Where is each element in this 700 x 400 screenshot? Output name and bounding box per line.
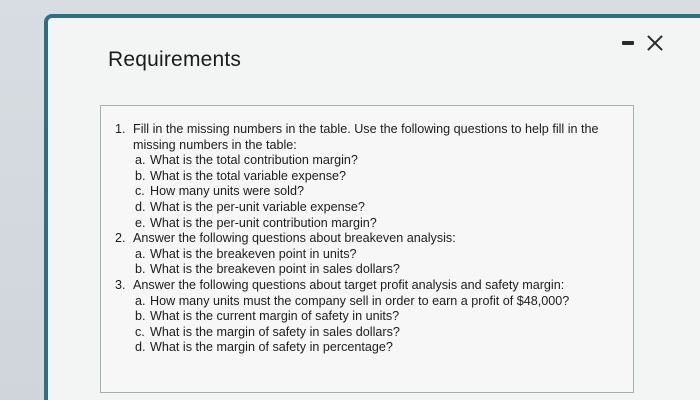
sub-text: What is the total variable expense? [150,168,347,183]
sub-question [135,340,623,356]
sub-question [135,309,623,325]
sub-letter: d. [135,340,146,355]
requirement-1-subs [111,153,623,231]
window-controls [622,34,664,52]
sub-letter: e. [135,215,146,230]
sub-letter: a. [135,246,146,261]
sub-text: What is the breakeven point in sales dollars? [150,262,400,277]
sub-text: How many units were sold? [150,184,304,199]
sub-question [135,153,623,169]
close-icon[interactable] [646,34,664,52]
sub-letter: a. [135,153,146,168]
sub-text: What is the per-unit contribution margin? [150,215,377,230]
sub-letter: b. [135,262,146,277]
sub-question [135,184,623,200]
sub-text: What is the per-unit variable expense? [150,199,365,214]
requirement-3-subs [111,294,623,356]
dialog-title: Requirements [108,48,242,71]
requirement-text: Answer the following questions about target profit analysis and safety margin: [133,277,565,292]
sub-question [135,200,623,216]
requirement-3 [111,278,623,294]
sub-letter: c. [135,184,145,199]
sub-text: What is the breakeven point in units? [150,246,357,261]
requirements-dialog [44,14,700,400]
sub-letter: c. [135,324,145,339]
sub-question [135,169,623,185]
sub-question [135,294,623,310]
sub-text: How many units must the company sell in order to earn a profit of $48,000? [150,293,570,308]
requirement-2 [111,231,623,247]
requirement-number: 2. [115,231,126,246]
minimize-icon[interactable] [622,41,634,45]
requirement-text: Answer the following questions about breakeven analysis: [133,231,456,246]
sub-text: What is the margin of safety in sales dollars? [150,324,400,339]
sub-text: What is the margin of safety in percentage? [150,340,393,355]
requirement-number: 1. [115,122,126,136]
sub-question [135,262,623,278]
requirements-box [100,105,634,393]
requirement-2-subs [111,247,623,278]
sub-text: What is the current margin of safety in units? [150,309,400,324]
sub-letter: d. [135,199,146,214]
requirement-1 [111,122,623,153]
sub-letter: a. [135,293,146,308]
sub-question [135,216,623,232]
sub-letter: b. [135,168,146,183]
requirement-number: 3. [115,277,126,292]
sub-question [135,247,623,263]
sub-letter: b. [135,309,146,324]
sub-text: What is the total contribution margin? [150,153,358,168]
sub-question [135,325,623,341]
requirement-text: Fill in the missing numbers in the table. Use the following questions to help fill in the missing numbers in the table: [133,122,599,152]
